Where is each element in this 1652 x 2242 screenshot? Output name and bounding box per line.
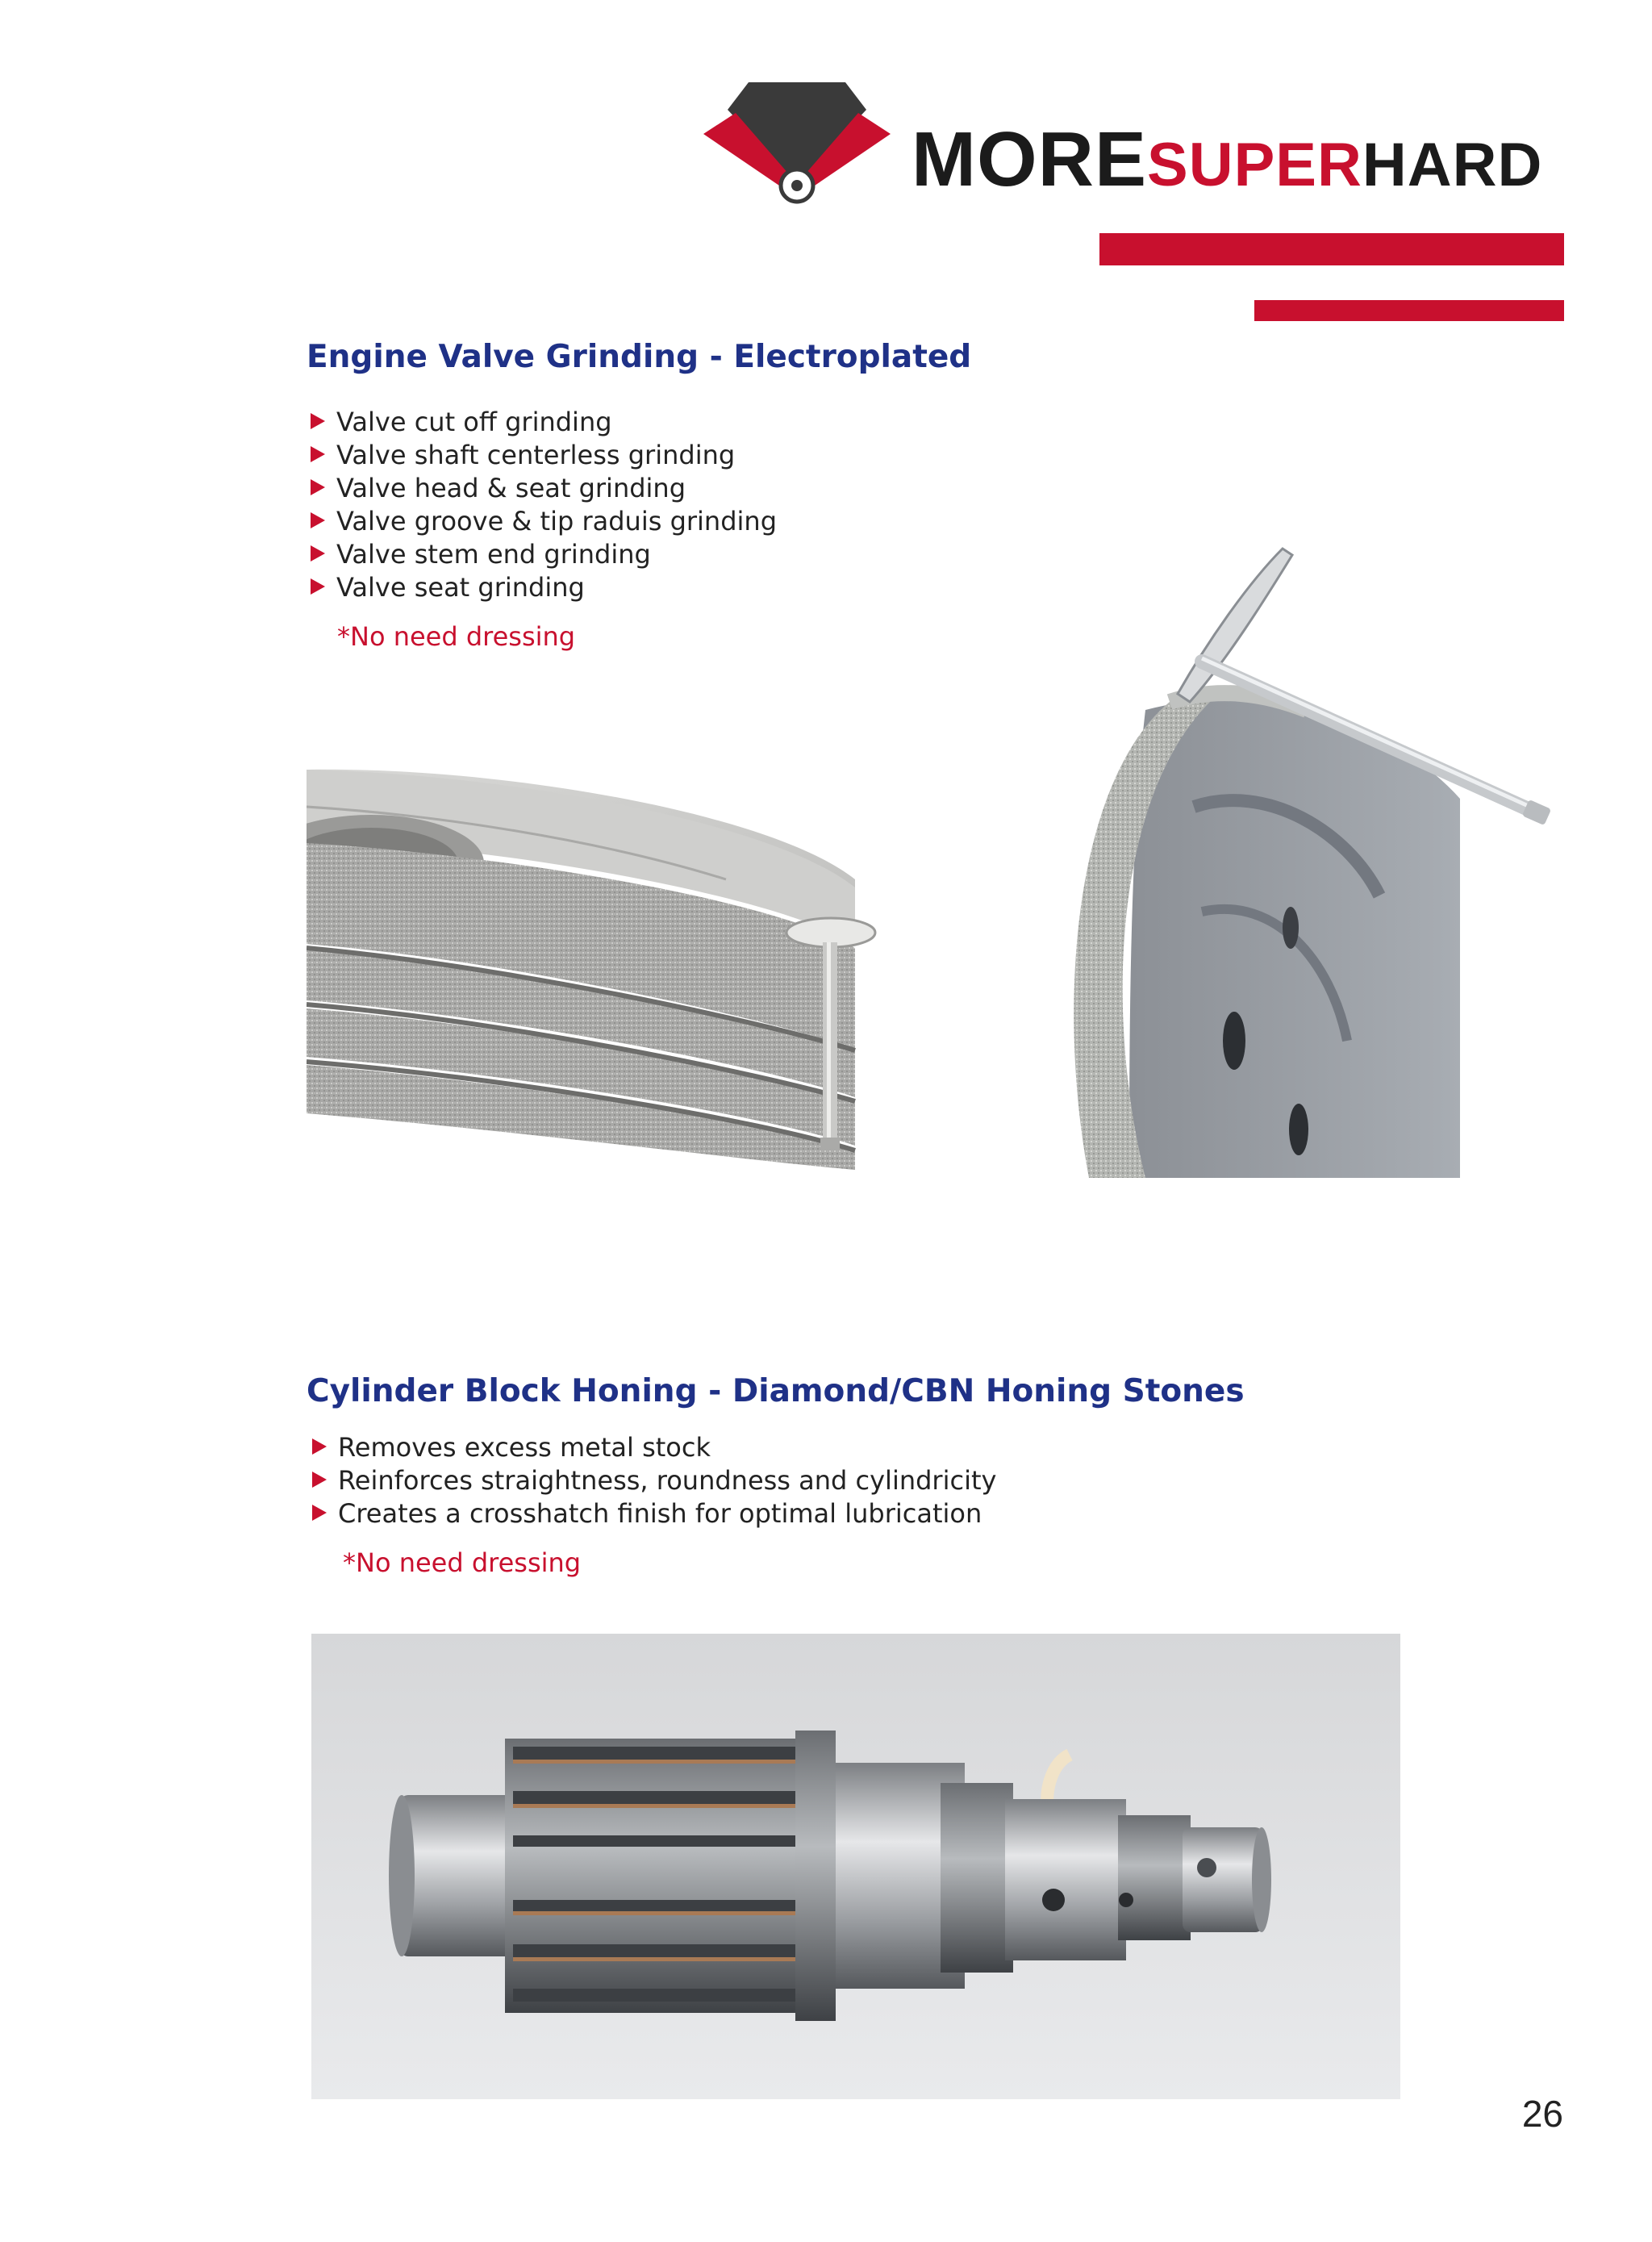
bullet-triangle-icon (312, 1505, 327, 1521)
page-number: 26 (1521, 2093, 1563, 2135)
cylinder-honing-bullet-list (312, 1431, 996, 1530)
bullet-triangle-icon (311, 578, 325, 595)
bullet-triangle-icon (311, 545, 325, 562)
section-title-valve-grinding: Engine Valve Grinding - Electroplated (307, 339, 972, 375)
decorative-red-bar-lower (1254, 300, 1564, 321)
bullet-triangle-icon (312, 1438, 327, 1455)
brand-word-hard: HARD (1362, 131, 1543, 199)
list-item: Valve shaft centerless grinding (311, 439, 777, 472)
grinding-wheel-image (307, 758, 887, 1170)
list-item: Valve head & seat grinding (311, 472, 777, 505)
decorative-red-bar-upper (1099, 233, 1564, 265)
list-item: Valve groove & tip raduis grinding (311, 505, 777, 538)
bullet-triangle-icon (311, 413, 325, 429)
brand-word-more: MORE (912, 116, 1147, 202)
bullet-triangle-icon (311, 446, 325, 462)
bullet-triangle-icon (311, 479, 325, 495)
list-item: Reinforces straightness, roundness and cylindricity (312, 1464, 996, 1497)
brand-wordmark (912, 116, 1543, 202)
list-item: Valve cut off grinding (311, 406, 777, 439)
no-dressing-note-honing: *No need dressing (343, 1547, 582, 1578)
valve-grinding-bullet-list (311, 406, 777, 604)
list-item: Valve seat grinding (311, 571, 777, 604)
brand-logo-icon (702, 79, 892, 207)
section-title-cylinder-honing: Cylinder Block Honing - Diamond/CBN Honing Stones (307, 1373, 1245, 1409)
list-item: Valve stem end grinding (311, 538, 777, 571)
bullet-triangle-icon (311, 512, 325, 528)
brand-word-super: SUPER (1147, 131, 1362, 199)
no-dressing-note-valve: *No need dressing (337, 621, 576, 652)
valve-wheel-image (1008, 541, 1557, 1178)
list-item: Creates a crosshatch finish for optimal lubrication (312, 1497, 996, 1530)
honing-tool-image (311, 1634, 1400, 2099)
list-item: Removes excess metal stock (312, 1431, 996, 1464)
bullet-triangle-icon (312, 1472, 327, 1488)
